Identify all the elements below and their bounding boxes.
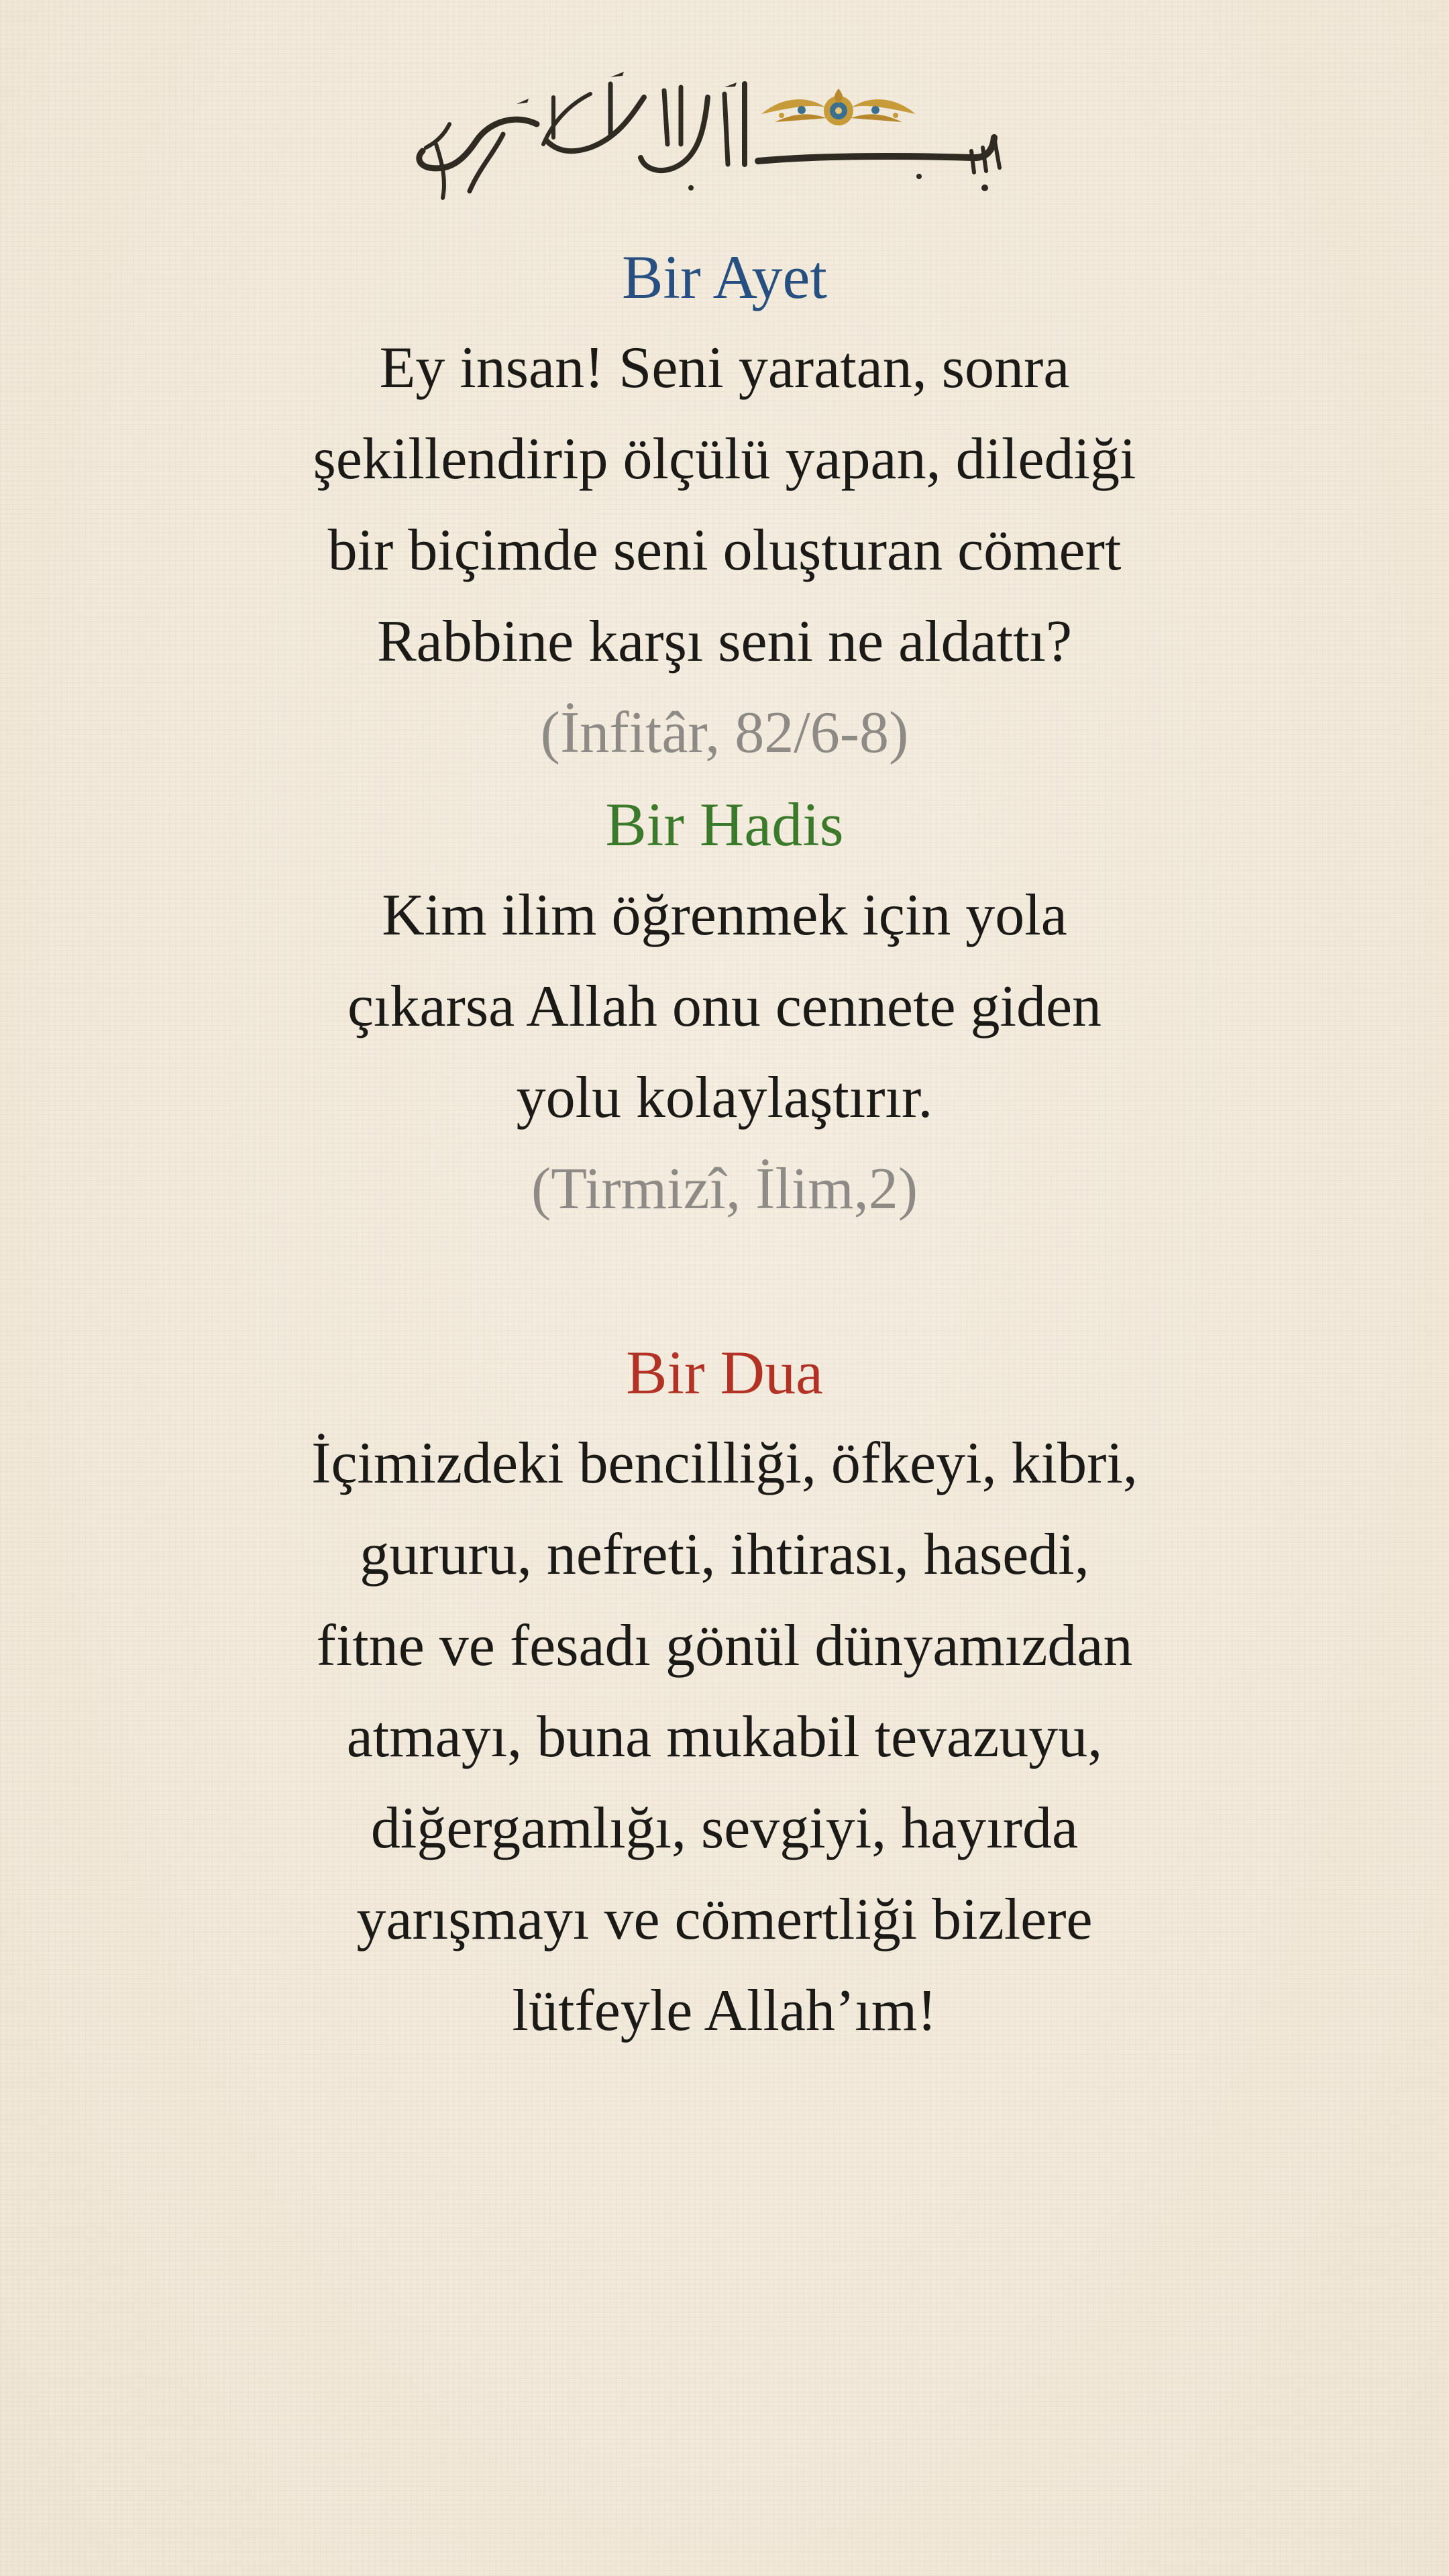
floral-ornament-icon xyxy=(761,89,916,125)
hadis-line: yolu kolaylaştırır. xyxy=(516,1065,933,1130)
dua-section xyxy=(0,1327,1449,2057)
basmala-calligraphy xyxy=(409,57,1040,218)
ayet-line: Ey insan! Seni yaratan, sonra xyxy=(379,335,1070,400)
hadis-source: (Tirmizî, İlim,2) xyxy=(531,1157,918,1222)
ayet-section xyxy=(0,231,1449,779)
dua-line: fitne ve fesadı gönül dünyamızdan xyxy=(316,1613,1133,1678)
dua-text xyxy=(0,1418,1449,2057)
dua-line: lütfeyle Allah’ım! xyxy=(512,1978,937,2043)
ayet-source: (İnfitâr, 82/6-8) xyxy=(540,700,909,765)
hadis-line: Kim ilim öğrenmek için yola xyxy=(382,883,1067,948)
ayet-text xyxy=(0,323,1449,688)
ayet-line: bir biçimde seni oluşturan cömert xyxy=(327,518,1122,583)
dua-heading: Bir Dua xyxy=(626,1338,823,1407)
hadis-line: çıkarsa Allah onu cennete giden xyxy=(347,974,1102,1039)
dua-line: atmayı, buna mukabil tevazuyu, xyxy=(346,1705,1103,1770)
ayet-line: Rabbine karşı seni ne aldattı? xyxy=(376,609,1073,674)
ayet-heading: Bir Ayet xyxy=(622,243,827,311)
dua-line: İçimizdeki bencilliği, öfkeyi, kibri, xyxy=(311,1431,1138,1496)
dua-line: gururu, nefreti, ihtirası, hasedi, xyxy=(360,1522,1089,1587)
hadis-text xyxy=(0,870,1449,1144)
hadis-heading: Bir Hadis xyxy=(605,790,844,859)
dua-line: diğergamlığı, sevgiyi, hayırda xyxy=(370,1796,1079,1861)
hadis-section xyxy=(0,779,1449,1235)
dua-line: yarışmayı ve cömertliği bizlere xyxy=(356,1887,1093,1952)
basmala-calligraphy-image xyxy=(409,57,1040,218)
ayet-line: şekillendirip ölçülü yapan, dilediği xyxy=(313,427,1136,492)
